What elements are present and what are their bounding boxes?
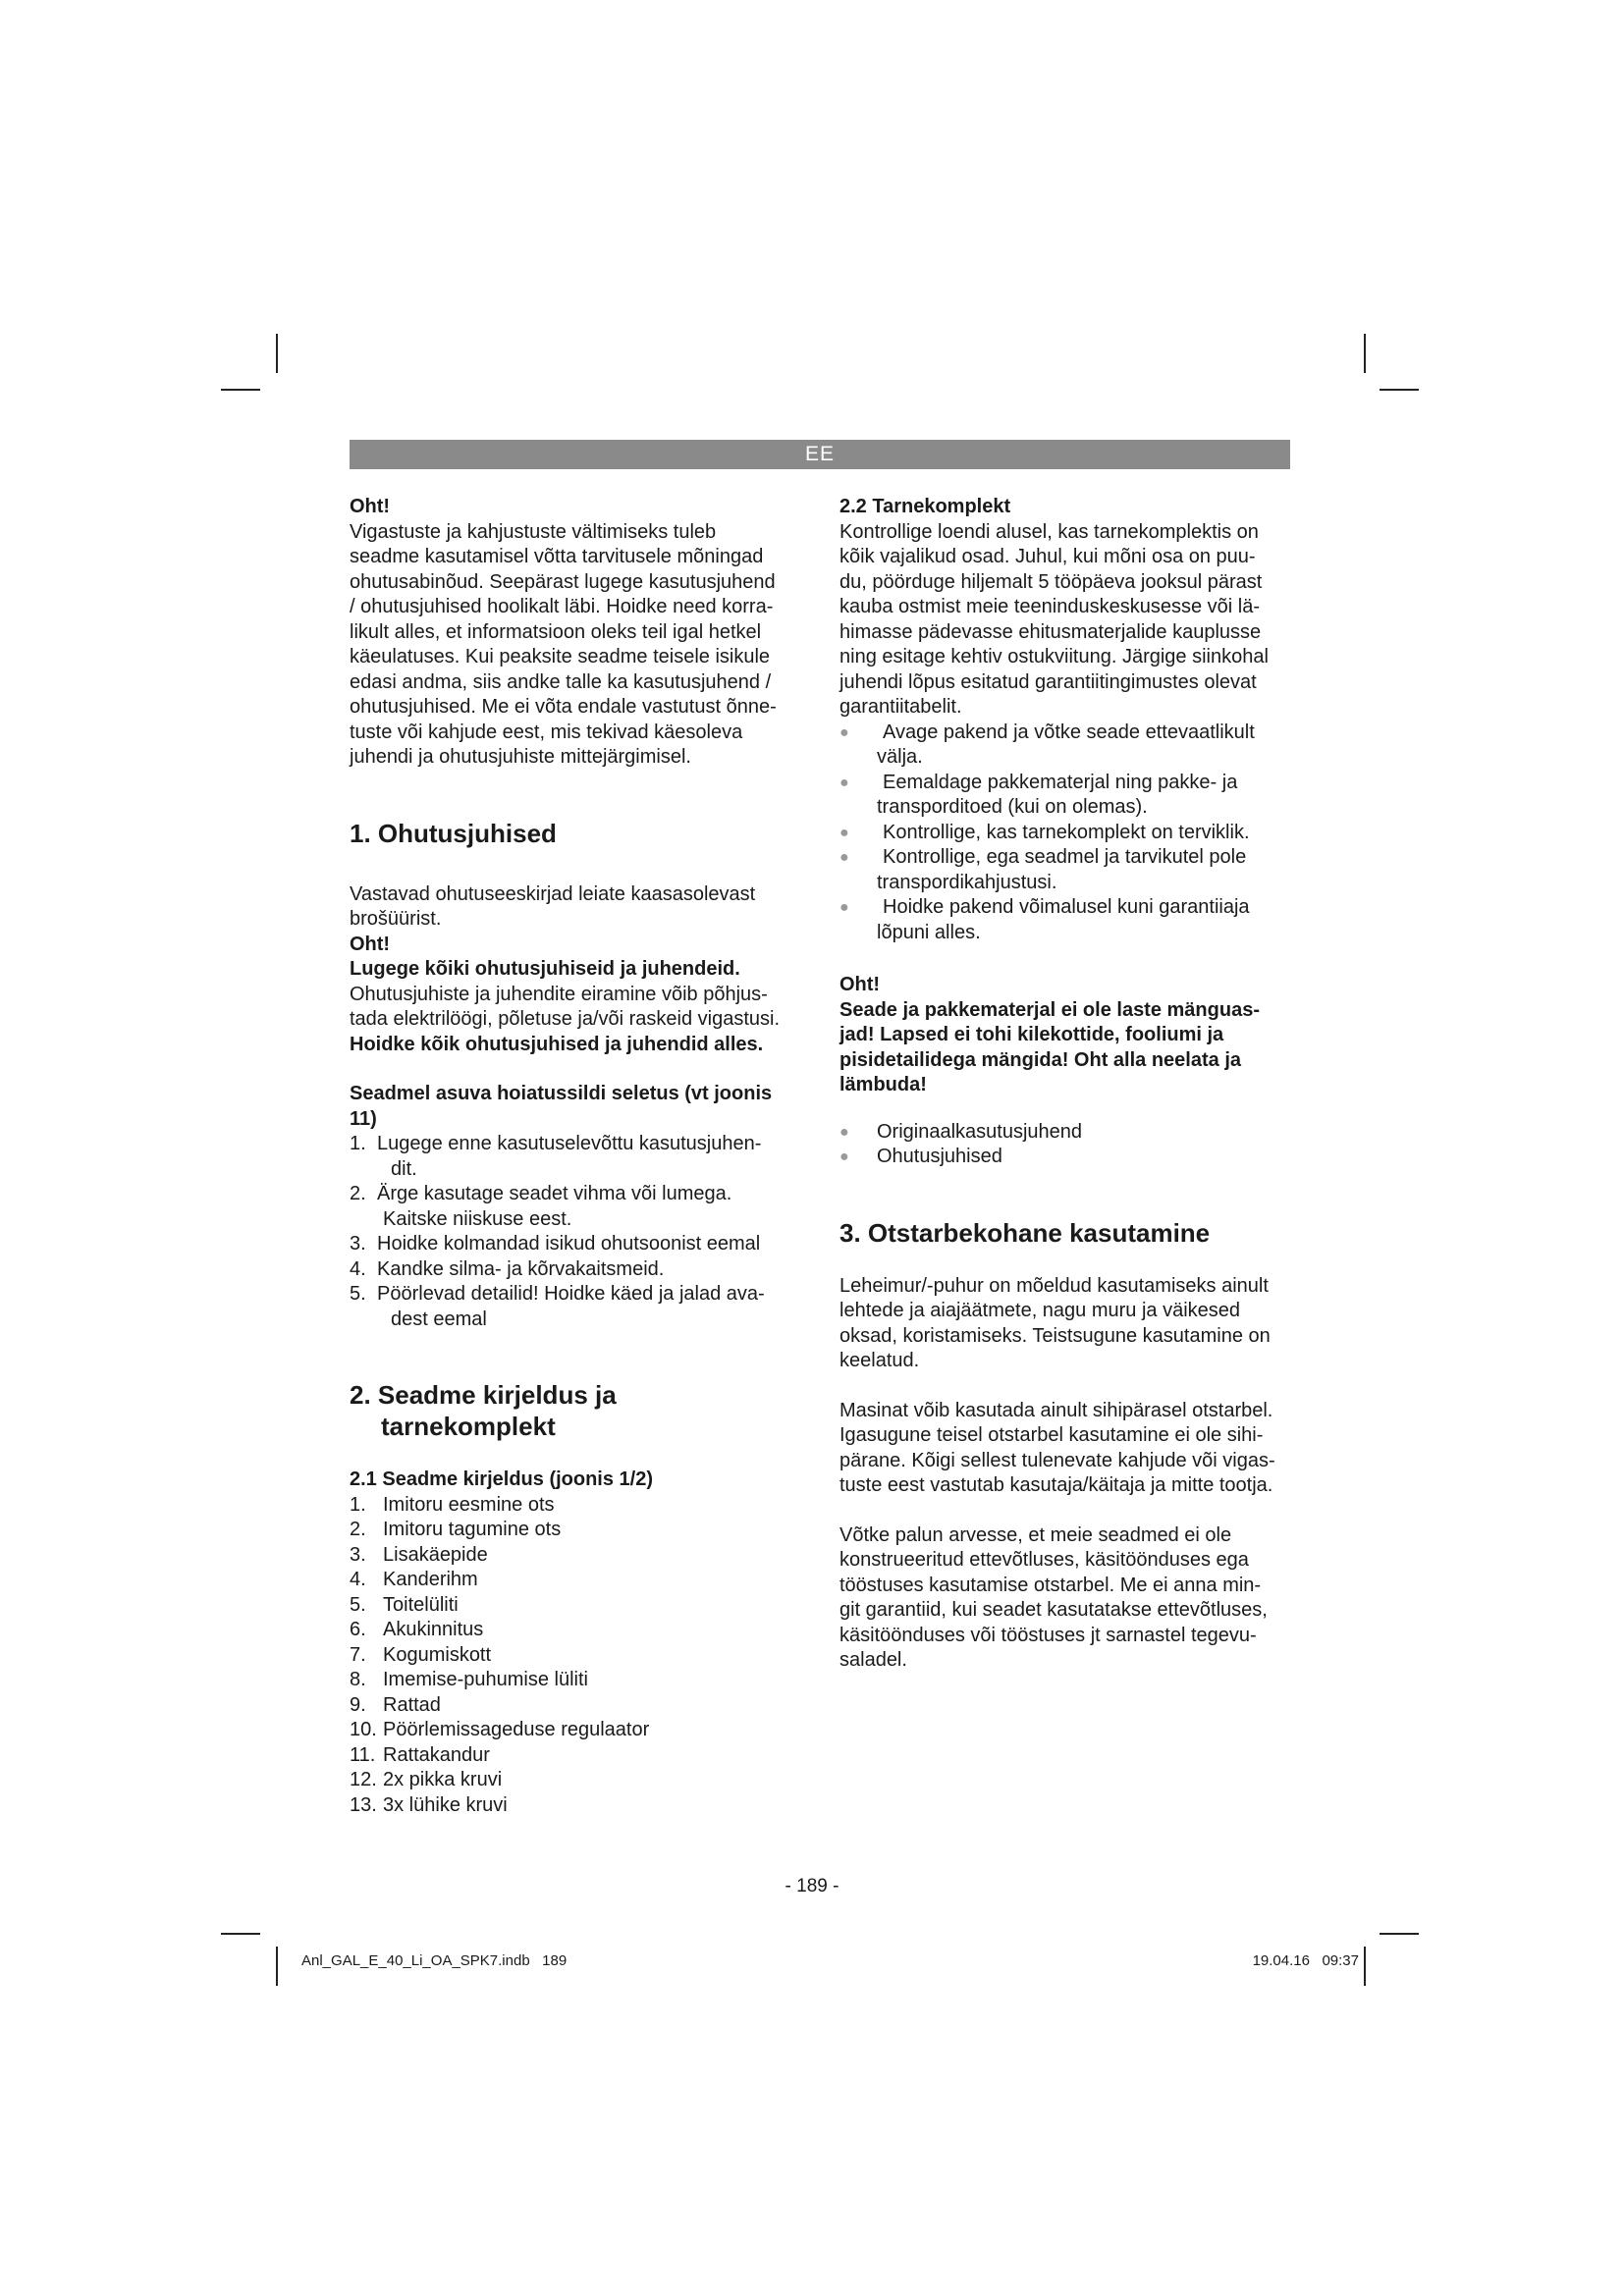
list-text: Rattad: [383, 1693, 441, 1716]
list-number: 5.: [350, 1593, 366, 1616]
text-line: Kontrollige loendi alusel, kas tarnekomplektis on: [839, 520, 1259, 543]
list-item: [839, 821, 1293, 846]
bold-instruction: Lugege kõiki ohutusjuhiseid ja juhendeid.: [350, 958, 740, 980]
list-text: dit.: [391, 1157, 417, 1180]
list-item: [839, 895, 1293, 945]
list-item: [350, 1668, 806, 1693]
crop-mark: [221, 389, 260, 391]
list-item: [350, 1257, 806, 1283]
list-item: [350, 1282, 806, 1332]
list-text: Imemise-puhumise lüliti: [383, 1669, 588, 1690]
list-item: [839, 721, 1293, 771]
text-line: käeulatuses. Kui peaksite seadme teisele isikule: [350, 646, 771, 667]
list-number: 11.: [350, 1743, 376, 1766]
warning-title: Oht!: [839, 974, 881, 995]
list-item: [350, 1182, 806, 1232]
list-text: Kontrollige, ega seadmel ja tarvikutel pole: [883, 846, 1247, 868]
text-line: lehtede ja aiajäätmete, nagu muru ja väikesed: [839, 1300, 1241, 1321]
text-line: Võtke palun arvesse, et meie seadmed ei ole: [839, 1523, 1232, 1546]
text-line: kõik vajalikud osad. Juhul, kui mõni osa on puu-: [839, 546, 1256, 567]
list-number: 10.: [350, 1719, 377, 1740]
text-line: Igasugune teisel otstarbel kasutamine ei ole sihi-: [839, 1424, 1264, 1446]
section-title-line: tarnekomplekt: [381, 1412, 556, 1441]
text-line: juhendi ja ohutusjuhiste mittejärgimisel.: [350, 746, 691, 768]
section-3-title: 3. Otstarbekohane kasutamine: [839, 1217, 1211, 1248]
list-text: Hoidke kolmandad isikud ohutsoonist eemal: [377, 1233, 761, 1255]
intended-use-paragraph: [839, 1399, 1293, 1499]
list-text: Kandke silma- ja kõrvakaitsmeid.: [377, 1257, 665, 1280]
list-item: [350, 1493, 806, 1519]
list-text: Rattakandur: [383, 1743, 490, 1766]
text-line: ohutusjuhised. Me ei võta endale vastutust õnne-: [350, 696, 777, 718]
included-documents: [839, 1120, 1293, 1170]
text-line: tada elektrilöögi, põletuse ja/või raskeid vigastusi.: [350, 1008, 781, 1030]
page-number: - 189 -: [785, 1876, 839, 1896]
list-item: [839, 1120, 1293, 1146]
list-text: transpordikahjustusi.: [877, 871, 1057, 893]
list-text: 3x lühike kruvi: [383, 1793, 508, 1816]
language-tag: EE: [804, 443, 835, 465]
warning-sign-list: [350, 1132, 806, 1332]
list-text: Ärge kasutage seadet vihma või lumega.: [377, 1183, 732, 1204]
list-item: [350, 1793, 806, 1819]
warning-text: lämbuda!: [839, 1074, 927, 1095]
warning-text: Seade ja pakkematerjal ei ole laste mänguas-: [839, 998, 1260, 1021]
text-line: Vigastuste ja kahjustuste vältimiseks tuleb: [350, 520, 717, 543]
list-item: [350, 1643, 806, 1669]
list-number: 13.: [350, 1793, 377, 1816]
list-item: [350, 1768, 806, 1793]
text-line: pärane. Kõigi sellest tulenevate kahjude või vigas-: [839, 1449, 1275, 1471]
warning-intro: [350, 495, 806, 771]
text-line: kauba ostmist meie teeninduskeskusesse või lä-: [839, 596, 1260, 617]
text-line: tuste eest vastutab kasutaja/käitaja ja mitte tootja.: [839, 1474, 1273, 1496]
list-number: 12.: [350, 1769, 377, 1790]
list-text: dest eemal: [391, 1308, 487, 1330]
list-item: [350, 1743, 806, 1769]
list-number: 9.: [350, 1693, 366, 1716]
list-number: 4.: [350, 1569, 366, 1590]
text-line: du, pöörduge hiljemalt 5 tööpäeva jooksul pärast: [839, 570, 1263, 593]
section-1-body: [350, 882, 806, 1058]
crop-mark: [1380, 1933, 1419, 1935]
list-number: 3.: [350, 1233, 366, 1255]
list-item: [350, 1568, 806, 1593]
right-column: [839, 495, 1293, 1674]
text-line: / ohutusjuhised hoolikalt läbi. Hoidke need korra-: [350, 596, 774, 617]
list-text: transporditoed (kui on olemas).: [877, 796, 1148, 818]
list-item: [350, 1543, 806, 1569]
subheading: 2.2 Tarnekomplekt: [839, 496, 1011, 517]
bold-instruction: Hoidke kõik ohutusjuhised ja juhendid alles.: [350, 1033, 764, 1055]
subheading: 2.1 Seadme kirjeldus (joonis 1/2): [350, 1468, 654, 1490]
list-item: [350, 1132, 806, 1182]
list-text: Lisakäepide: [383, 1543, 488, 1566]
parts-list: [350, 1493, 806, 1819]
bullet-icon: ●: [839, 849, 849, 866]
text-line: edasi andma, siis andke talle ka kasutusjuhend /: [350, 670, 772, 693]
list-item: [839, 771, 1293, 821]
file-slug: Anl_GAL_E_40_Li_OA_SPK7.indb 189: [301, 1952, 568, 1969]
crop-mark: [1364, 1947, 1366, 1986]
list-number: 5.: [350, 1283, 366, 1305]
list-text: Avage pakend ja võtke seade ettevaatlikult: [883, 721, 1255, 743]
bullet-icon: ●: [839, 774, 849, 791]
text-line: brošüürist.: [350, 908, 442, 930]
device-description: [350, 1468, 806, 1818]
bullet-icon: ●: [839, 824, 849, 841]
list-text: Akukinnitus: [383, 1619, 484, 1640]
left-column: [350, 495, 806, 1818]
text-line: keelatud.: [839, 1350, 920, 1371]
text-line: juhendi lõpus esitatud garantiitingimustes olevat: [839, 670, 1257, 693]
warning-text: pisidetailidega mängida! Oht alla neelata ja: [839, 1048, 1242, 1071]
list-text: Toitelüliti: [383, 1593, 459, 1616]
list-text: Kogumiskott: [383, 1643, 492, 1666]
section-title-line: 2. Seadme kirjeldus ja: [350, 1380, 617, 1410]
list-item: [839, 1145, 1293, 1170]
list-item: [350, 1518, 806, 1543]
text-line: himasse pädevasse ehitusmaterjalide kauplusse: [839, 620, 1262, 643]
text-line: garantiitabelit.: [839, 696, 962, 718]
child-safety-warning: [839, 973, 1293, 1098]
list-text: Kanderihm: [383, 1569, 478, 1590]
list-text: Imitoru tagumine ots: [383, 1519, 562, 1540]
subheading: 11): [350, 1107, 377, 1130]
list-text: Eemaldage pakkematerjal ning pakke- ja: [883, 771, 1238, 793]
warning-sign-explanation: [350, 1082, 806, 1332]
text-line: tööstuses kasutamise otstarbel. Me ei anna min-: [839, 1574, 1262, 1596]
delivery-scope: [839, 495, 1293, 945]
text-line: likult alles, et informatsioon oleks teil igal hetkel: [350, 620, 762, 643]
list-text: välja.: [877, 746, 923, 768]
text-line: Ohutusjuhiste ja juhendite eiramine võib põhjus-: [350, 983, 768, 1005]
bullet-icon: ●: [839, 723, 849, 741]
list-number: 1.: [350, 1133, 366, 1154]
list-text: Pöörlevad detailid! Hoidke käed ja jalad ava-: [377, 1283, 765, 1305]
warning-title: Oht!: [350, 933, 391, 955]
list-text: Kontrollige, kas tarnekomplekt on terviklik.: [883, 821, 1250, 843]
list-item: [350, 1693, 806, 1719]
unpacking-steps: [839, 721, 1293, 946]
list-text: Imitoru eesmine ots: [383, 1493, 555, 1516]
text-line: ohutusabinõud. Seepärast lugege kasutusjuhend: [350, 570, 776, 593]
text-line: Vastavad ohutuseeskirjad leiate kaasasolevast: [350, 882, 756, 905]
bullet-icon: ●: [839, 1123, 849, 1141]
warning-title: Oht!: [350, 496, 391, 517]
list-text: 2x pikka kruvi: [383, 1769, 503, 1790]
list-text: Pöörlemissageduse regulaator: [383, 1719, 650, 1740]
list-item: [350, 1593, 806, 1619]
crop-mark: [276, 1947, 278, 1986]
list-number: 7.: [350, 1643, 366, 1666]
list-item: [350, 1618, 806, 1643]
bullet-icon: ●: [839, 1148, 849, 1165]
subheading: Seadmel asuva hoiatussildi seletus (vt joonis: [350, 1083, 773, 1104]
text-line: oksad, koristamiseks. Teistsugune kasutamine on: [839, 1324, 1271, 1347]
crop-mark: [221, 1933, 260, 1935]
text-line: saladel.: [839, 1649, 907, 1671]
list-number: 8.: [350, 1669, 366, 1690]
text-line: tuste või kahjude eest, mis tekivad käesoleva: [350, 721, 743, 743]
crop-mark: [1364, 334, 1366, 373]
list-number: 6.: [350, 1619, 366, 1640]
list-text: Ohutusjuhised: [877, 1146, 1002, 1167]
list-item: [350, 1718, 806, 1743]
list-number: 2.: [350, 1183, 366, 1204]
print-date: 19.04.16 09:37: [1252, 1952, 1359, 1969]
list-text: Kaitske niiskuse eest.: [383, 1207, 572, 1230]
text-line: Leheimur/-puhur on mõeldud kasutamiseks ainult: [839, 1274, 1269, 1297]
text-line: ning esitage kehtiv ostukviitung. Järgige siinkohal: [839, 646, 1269, 667]
list-item: [350, 1232, 806, 1257]
crop-mark: [1380, 389, 1419, 391]
intended-use-paragraph: [839, 1274, 1293, 1374]
text-line: käsitöönduses või tööstuses jt sarnastel tegevu-: [839, 1624, 1257, 1646]
list-text: Originaalkasutusjuhend: [877, 1120, 1083, 1143]
text-line: seadme kasutamisel võtta tarvitusele mõningad: [350, 546, 764, 567]
language-header-bar: [350, 440, 1290, 469]
intended-use-paragraph: [839, 1523, 1293, 1674]
text-line: Masinat võib kasutada ainult sihipärasel otstarbel.: [839, 1399, 1273, 1421]
text-line: konstrueeritud ettevõtluses, käsitöönduses ega: [839, 1549, 1249, 1571]
list-number: 3.: [350, 1543, 366, 1566]
list-item: [839, 845, 1293, 895]
list-text: Hoidke pakend võimalusel kuni garantiiaja: [883, 896, 1250, 918]
list-number: 2.: [350, 1519, 366, 1540]
warning-text: jad! Lapsed ei tohi kilekottide, fooliumi ja: [839, 1024, 1224, 1045]
list-number: 4.: [350, 1257, 366, 1280]
list-text: lõpuni alles.: [877, 921, 981, 943]
section-1-title: 1. Ohutusjuhised: [350, 818, 557, 848]
list-number: 1.: [350, 1493, 366, 1516]
bullet-icon: ●: [839, 899, 849, 916]
section-2-title: [350, 1379, 806, 1442]
crop-mark: [276, 334, 278, 373]
text-line: git garantiid, kui seadet kasutatakse ettevõtluses,: [839, 1599, 1268, 1621]
list-text: Lugege enne kasutuselevõttu kasutusjuhen-: [377, 1133, 762, 1154]
